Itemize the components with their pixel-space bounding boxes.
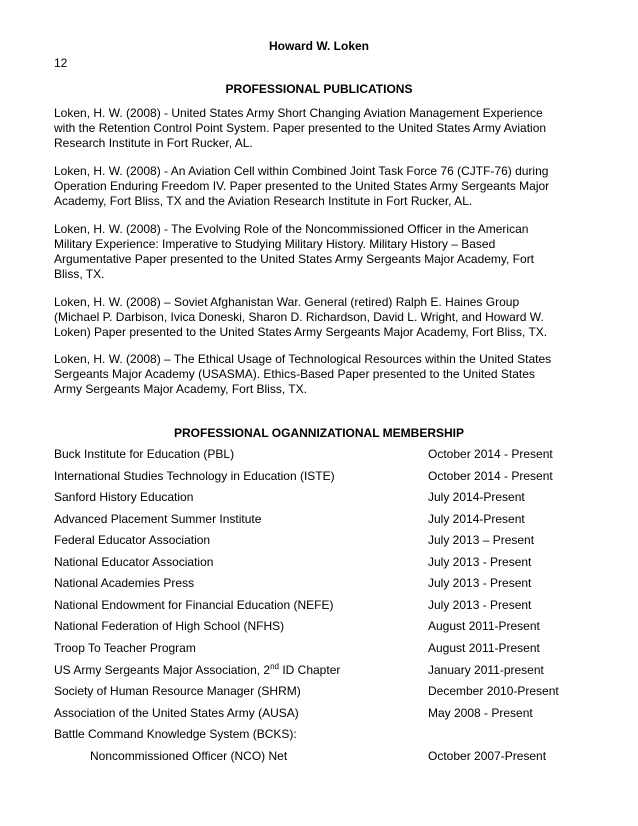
membership-row	[54, 555, 594, 570]
membership-row	[54, 727, 594, 742]
organization-name: National Academies Press	[54, 576, 195, 590]
publication-entry: Loken, H. W. (2008) - United States Army Short Changing Aviation Management Experience with the Retention Control Point System. Paper presented to the United States Army Aviation Research Institute in Fort Rucker, AL.	[54, 106, 547, 150]
membership-row	[54, 663, 594, 678]
organization-name: Battle Command Knowledge System (BCKS):	[54, 727, 297, 741]
publication-entry: Loken, H. W. (2008) – Soviet Afghanistan War. General (retired) Ralph E. Haines Group (Michael P. Darbison, Ivica Doneski, Sharon D. Richardson, David L. Wright, and Howard W. Loken) Paper presented to the United States Army Sergeants Major Academy, Fort Bliss, TX.	[54, 295, 548, 339]
membership-row	[54, 598, 594, 613]
publications-heading: PROFESSIONAL PUBLICATIONS	[225, 82, 413, 96]
author-name-header: Howard W. Loken	[268, 39, 369, 53]
membership-row	[54, 469, 594, 484]
membership-date: July 2013 - Present	[428, 555, 532, 569]
organization-name: Society of Human Resource Manager (SHRM)	[54, 684, 301, 698]
membership-row	[54, 641, 594, 656]
membership-row	[54, 706, 594, 721]
membership-row	[54, 490, 594, 505]
membership-date: October 2014 - Present	[428, 469, 553, 483]
membership-date: December 2010-Present	[428, 684, 559, 698]
organization-name: US Army Sergeants Major Association, 2nd ID Chapter	[54, 662, 341, 677]
membership-date: July 2013 - Present	[428, 598, 532, 612]
membership-date: July 2013 – Present	[428, 533, 535, 547]
membership-row	[54, 512, 594, 527]
membership-date: July 2014-Present	[428, 512, 525, 526]
organization-name: Federal Educator Association	[54, 533, 211, 547]
publication-entry: Loken, H. W. (2008) - An Aviation Cell within Combined Joint Task Force 76 (CJTF-76) during Operation Enduring Freedom IV. Paper presented to the United States Army Sergeants Major Academy, Fort Bliss, TX and the Aviation Research Institute in Fort Rucker, AL.	[54, 164, 550, 208]
membership-date: July 2014-Present	[428, 490, 525, 504]
organization-name: Association of the United States Army (AUSA)	[54, 706, 299, 720]
publication-entry: Loken, H. W. (2008) – The Ethical Usage of Technological Resources within the United States Sergeants Major Academy (USASMA). Ethics-Based Paper presented to the United States Army Sergeants Major Academy, Fort Bliss, TX.	[54, 352, 552, 396]
organization-name: Sanford History Education	[54, 490, 194, 504]
membership-row	[54, 576, 594, 591]
membership-date: October 2007-Present	[428, 749, 547, 763]
membership-date: October 2014 - Present	[428, 447, 553, 461]
membership-row	[54, 447, 594, 462]
membership-date: July 2013 - Present	[428, 576, 532, 590]
publication-entry: Loken, H. W. (2008) - The Evolving Role of the Noncommissioned Officer in the American Military Experience: Imperative to Studying Military History. Military History – Based Argumentative Paper presented to the United States Army Sergeants Major Academy, Fort Bliss, TX.	[54, 222, 535, 281]
page-number: 12	[54, 56, 68, 70]
membership-date: August 2011-Present	[428, 641, 540, 655]
organization-name: International Studies Technology in Education (ISTE)	[54, 469, 335, 483]
membership-date: August 2011-Present	[428, 619, 540, 633]
organization-name: National Endowment for Financial Education (NEFE)	[54, 598, 334, 612]
organization-name: National Educator Association	[54, 555, 214, 569]
organization-name: Advanced Placement Summer Institute	[54, 512, 262, 526]
membership-date: January 2011-present	[428, 663, 544, 677]
organization-name: National Federation of High School (NFHS)	[54, 619, 285, 633]
membership-row	[54, 619, 594, 634]
membership-row	[54, 533, 594, 548]
organization-name: Buck Institute for Education (PBL)	[54, 447, 235, 461]
membership-row	[54, 684, 594, 699]
organization-name: Noncommissioned Officer (NCO) Net	[90, 749, 288, 763]
membership-row	[54, 749, 594, 764]
membership-date: May 2008 - Present	[428, 706, 533, 720]
membership-heading: PROFESSIONAL OGANNIZATIONAL MEMBERSHIP	[173, 426, 464, 440]
organization-name: Troop To Teacher Program	[54, 641, 196, 655]
